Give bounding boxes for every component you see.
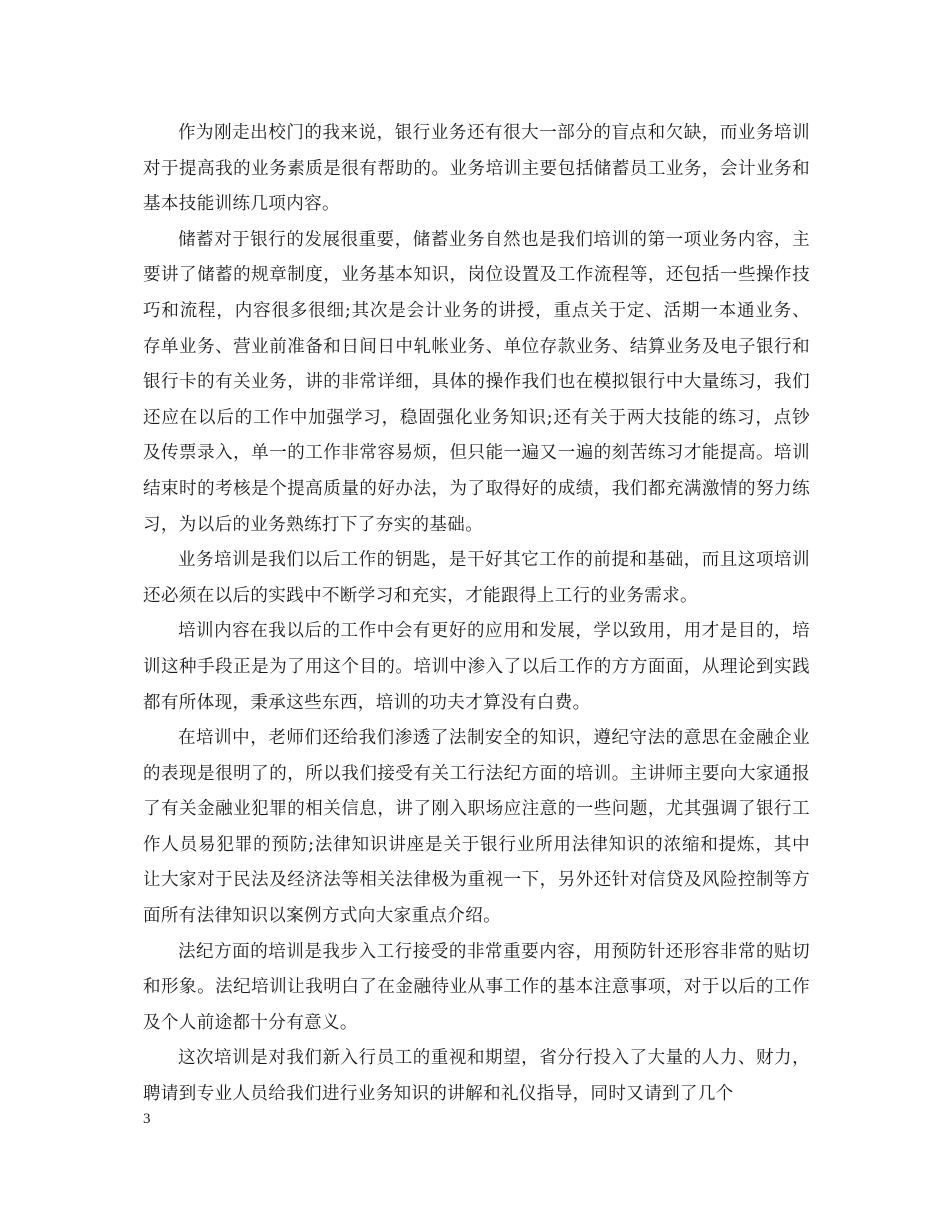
paragraph-1: 作为刚走出校门的我来说，银行业务还有很大一部分的盲点和欠缺，而业务培训对于提高我的业务素质是很有帮助的。业务培训主要包括储蓄员工业务，会计业务和基本技能训练几项内容。 (143, 123, 810, 215)
paragraph-3: 业务培训是我们以后工作的钥匙，是干好其它工作的前提和基础，而且这项培训还必须在以后的实践中不断学习和充实，才能跟得上工行的业务需求。 (143, 550, 810, 606)
paragraph-6: 法纪方面的培训是我步入工行接受的非常重要内容，用预防针还形容非常的贴切和形象。法纪培训让我明白了在金融待业从事工作的基本注意事项，对于以后的工作及个人前途都十分有意义。 (143, 941, 810, 1033)
document-body (143, 116, 810, 1113)
page-number: 3 (143, 1111, 151, 1127)
paragraph-4: 培训内容在我以后的工作中会有更好的应用和发展，学以致用，用才是目的，培训这种手段正是为了用这个目的。培训中渗入了以后工作的方方面面，从理论到实践都有所体现，秉承这些东西，培训的功夫才算没有白费。 (143, 621, 810, 713)
paragraph-5: 在培训中，老师们还给我们渗透了法制安全的知识，遵纪守法的意思在金融企业的表现是很明了的，所以我们接受有关工行法纪方面的培训。主讲师主要向大家通报了有关金融业犯罪的相关信息，讲了刚入职场应注意的一些问题，尤其强调了银行工作人员易犯罪的预防;法律知识讲座是关于银行业所用法律知识的浓缩和提炼，其中让大家对于民法及经济法等相关法律极为重视一下，另外还针对信贷及风险控制等方面所有法律知识以案例方式向大家重点介绍。 (143, 728, 810, 927)
paragraph-2: 储蓄对于银行的发展很重要，储蓄业务自然也是我们培训的第一项业务内容，主要讲了储蓄的规章制度，业务基本知识，岗位设置及工作流程等，还包括一些操作技巧和流程，内容很多很细;其次是会计业务的讲授，重点关于定、活期一本通业务、存单业务、营业前准备和日间日中轧帐业务、单位存款业务、结算业务及电子银行和银行卡的有关业务，讲的非常详细，具体的操作我们也在模拟银行中大量练习，我们还应在以后的工作中加强学习，稳固强化业务知识;还有关于两大技能的练习，点钞及传票录入，单一的工作非常容易烦，但只能一遍又一遍的刻苦练习才能提高。培训结束时的考核是个提高质量的好办法，为了取得好的成绩，我们都充满激情的努力练习，为以后的业务熟练打下了夯实的基础。 (143, 229, 810, 535)
paragraph-7: 这次培训是对我们新入行员工的重视和期望，省分行投入了大量的人力、财力，聘请到专业人员给我们进行业务知识的讲解和礼仪指导，同时又请到了几个 (143, 1048, 810, 1105)
